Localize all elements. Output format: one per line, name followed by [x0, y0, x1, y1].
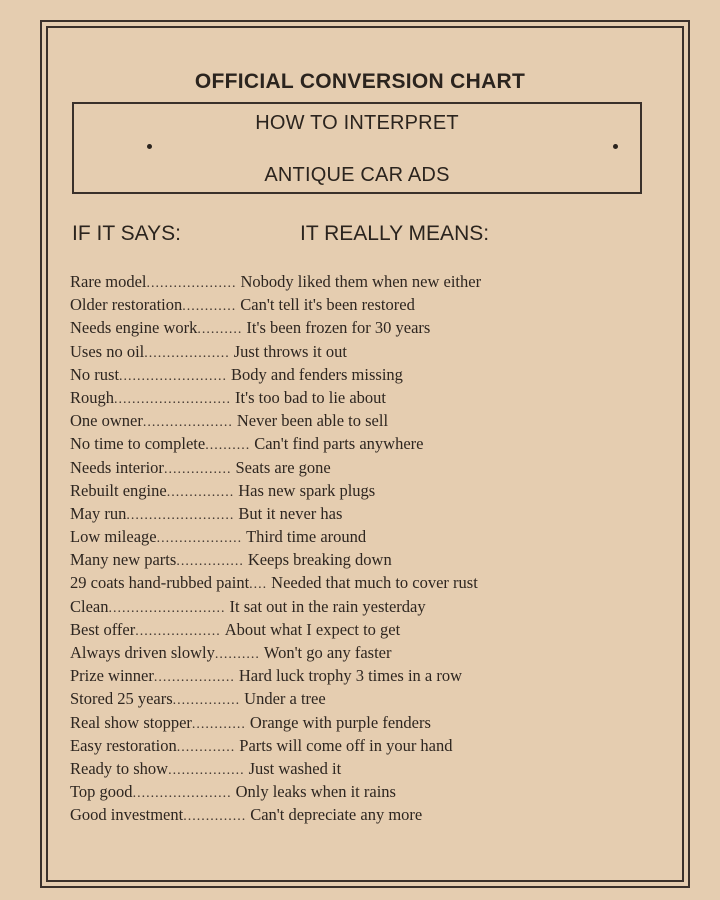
dot-leader: ...............: [166, 484, 235, 500]
subtitle-box: [72, 102, 642, 194]
list-item: [70, 432, 640, 455]
says-text: Stored 25 years: [70, 689, 173, 709]
says-text: Many new parts: [70, 550, 177, 570]
list-item: [70, 340, 640, 363]
list-item: [70, 664, 640, 687]
means-text: Body and fenders missing: [231, 364, 403, 384]
says-text: No time to complete: [70, 434, 206, 454]
list-item: [70, 780, 640, 803]
says-text: Best offer: [70, 619, 136, 639]
list-item: [70, 409, 640, 432]
list-item: [70, 618, 640, 641]
page-title: OFFICIAL CONVERSION CHART: [194, 70, 526, 93]
dot-leader: ....................: [142, 415, 233, 431]
says-text: Needs interior: [70, 457, 164, 477]
means-text: Parts will come off in your hand: [239, 735, 453, 755]
means-text: Keeps breaking down: [247, 550, 392, 570]
means-text: Won't go any faster: [263, 643, 392, 662]
says-text: Always driven slowly: [70, 643, 215, 662]
means-text: Under a tree: [244, 689, 326, 709]
list-item: [70, 803, 640, 826]
list-item: [70, 734, 640, 757]
means-text: Can't find parts anywhere: [254, 434, 424, 454]
dot-leader: ...................: [156, 531, 243, 547]
says-text: Clean: [70, 596, 109, 616]
list-item: [70, 363, 640, 386]
dot-leader: ...................: [144, 345, 230, 361]
list-item: [70, 479, 640, 502]
says-text: One owner: [70, 411, 143, 431]
subtitle-line-2: ANTIQUE CAR ADS: [264, 164, 450, 186]
dot-leader: ...............: [163, 461, 232, 477]
dot-leader: ........................: [126, 507, 235, 523]
means-text: Can't tell it's been restored: [240, 295, 415, 315]
list-item: [70, 571, 640, 594]
says-text: No rust: [70, 364, 120, 384]
list-item: [70, 525, 640, 548]
means-text: Has new spark plugs: [238, 480, 376, 500]
means-text: Seats are gone: [235, 457, 331, 477]
means-text: Orange with purple fenders: [249, 712, 431, 732]
dot-leader: ..........................: [114, 391, 232, 407]
means-text: But it never has: [238, 503, 343, 523]
dot-leader: ..........: [205, 438, 251, 454]
column-header-says: IF IT SAYS:: [72, 222, 181, 245]
list-item: [70, 293, 640, 316]
says-text: Real show stopper: [70, 712, 192, 732]
means-text: Can't depreciate any more: [250, 805, 423, 825]
means-text: Third time around: [246, 527, 367, 547]
dot-leader: ..............: [183, 809, 247, 825]
says-text: May run: [70, 503, 127, 523]
dot-leader: ..........: [197, 322, 243, 338]
list-item: [70, 316, 640, 339]
says-text: Older restoration: [70, 295, 183, 315]
dot-leader: ...............: [176, 554, 244, 570]
bullet-dot-icon: [613, 144, 618, 149]
dot-leader: .............: [176, 739, 236, 755]
means-text: Just throws it out: [233, 341, 347, 361]
list-item: [70, 548, 640, 571]
list-item: [70, 711, 640, 734]
dot-leader: .................: [168, 762, 245, 778]
dot-leader: ...............: [172, 693, 241, 709]
list-item: [70, 757, 640, 780]
means-text: Just washed it: [248, 758, 342, 778]
means-text: It's too bad to lie about: [235, 387, 387, 407]
dot-leader: ..........................: [108, 600, 226, 616]
list-item: [70, 641, 640, 664]
dot-leader: ....: [249, 577, 268, 593]
says-text: Rebuilt engine: [70, 480, 167, 500]
dot-leader: ............: [191, 716, 246, 732]
dot-leader: ....................: [146, 276, 237, 291]
dot-leader: ......................: [132, 786, 232, 802]
means-text: It's been frozen for 30 years: [246, 318, 431, 338]
says-text: Ready to show: [70, 758, 169, 778]
dot-leader: ..................: [153, 670, 235, 686]
bullet-dot-icon: [147, 144, 152, 149]
means-text: About what I expect to get: [224, 619, 401, 639]
list-item: [70, 386, 640, 409]
says-text: Rare model: [70, 272, 147, 291]
list-item: [70, 270, 640, 293]
column-header-means: IT REALLY MEANS:: [300, 222, 490, 245]
dot-leader: ..........: [214, 647, 260, 662]
list-item: [70, 502, 640, 525]
dot-leader: ...................: [135, 623, 221, 639]
says-text: Uses no oil: [70, 341, 145, 361]
says-text: Needs engine work: [70, 318, 198, 338]
list-item: [70, 456, 640, 479]
subtitle-line-1: HOW TO INTERPRET: [255, 112, 459, 134]
list-item: [70, 595, 640, 618]
says-text: 29 coats hand-rubbed paint: [70, 573, 250, 593]
says-text: Low mileage: [70, 527, 157, 547]
says-text: Top good: [70, 782, 133, 802]
dot-leader: ............: [182, 299, 237, 315]
conversion-list: [70, 270, 640, 827]
says-text: Easy restoration: [70, 735, 177, 755]
means-text: Nobody liked them when new either: [240, 272, 482, 291]
says-text: Good investment: [70, 805, 184, 825]
means-text: Only leaks when it rains: [235, 782, 396, 802]
says-text: Rough: [70, 387, 115, 407]
says-text: Prize winner: [70, 666, 154, 686]
means-text: Hard luck trophy 3 times in a row: [238, 666, 463, 686]
means-text: Never been able to sell: [236, 411, 389, 431]
dot-leader: ........................: [119, 368, 228, 384]
means-text: Needed that much to cover rust: [271, 573, 478, 593]
means-text: It sat out in the rain yesterday: [229, 596, 426, 616]
list-item: [70, 687, 640, 710]
